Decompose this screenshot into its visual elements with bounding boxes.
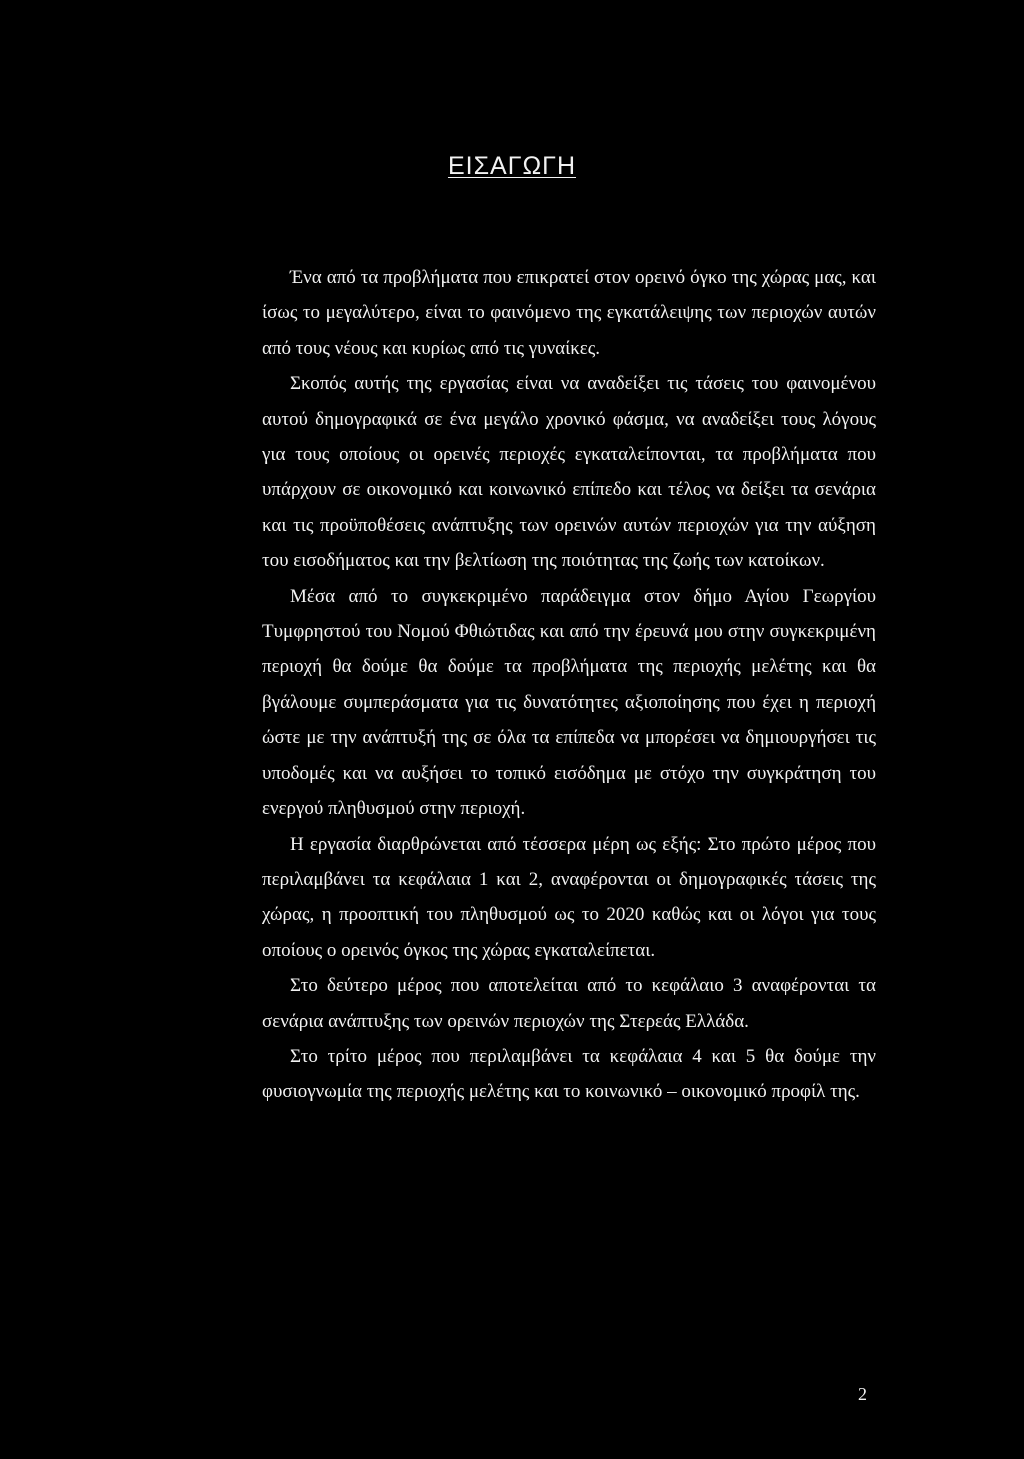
paragraph-structure-part-3: Στο τρίτο μέρος που περιλαμβάνει τα κεφάλαια 4 και 5 θα δούμε την φυσιογνωμία της περιοχής μελέτης και το κοινωνικό – οικονομικό προφίλ της. [262,1045,876,1103]
paragraph-structure-part-1: Η εργασία διαρθρώνεται από τέσσερα μέρη ως εξής: Στο πρώτο μέρος που περιλαμβάνει τα κεφάλαια 1 και 2, αναφέρονται οι δημογραφικές τάσεις της χώρας, η προοπτική του πληθυσμού ως το 2020 καθώς και οι λόγοι για τους οποίους ο ορεινός όγκος της χώρας εγκαταλείπεται. [262,833,876,961]
paragraph-case-study: Μέσα από το συγκεκριμένο παράδειγμα στον δήμο Αγίου Γεωργίου Τυμφρηστού του Νομού Φθιώτιδας και από την έρευνά μου στην συγκεκριμένη περιοχή θα δούμε θα δούμε τα προβλήματα της περιοχής μελέτης και θα βγάλουμε συμπεράσματα για τις δυνατότητες αξιοποίησης που έχει η περιοχή ώστε με την ανάπτυξή της σε όλα τα επίπεδα να μπορέσει να δημιουργήσει τις υποδομές και να αυξήσει το τοπικό εισόδημα με στόχο την συγκράτηση του ενεργού πληθυσμού στην περιοχή. [262,585,876,820]
paragraph-structure-part-2: Στο δεύτερο μέρος που αποτελείται από το κεφάλαιο 3 αναφέρονται τα σενάρια ανάπτυξης των ορεινών περιοχών της Στερεάς Ελλάδα. [262,975,876,1032]
paragraph-purpose: Σκοπός αυτής της εργασίας είναι να αναδείξει τις τάσεις του φαινομένου αυτού δημογραφικά σε ένα μεγάλο χρονικό φάσμα, να αναδείξει τους λόγους για τους οποίους οι ορεινές περιοχές εγκαταλείπονται, τα προβλήματα που υπάρχουν σε οικονομικό και κοινωνικό επίπεδο και τέλος να δείξει τα σενάρια και τις προϋποθέσεις ανάπτυξης των ορεινών αυτών περιοχών για την αύξηση του εισοδήματος και την βελτίωση της ποιότητας της ζωής των κατοίκων. [262,373,876,572]
page-number: 2 [858,1384,867,1404]
page-title: ΕΙΣΑΓΩΓΗ [447,152,577,180]
document-body [262,260,876,1110]
paragraph-intro: Ένα από τα προβλήματα που επικρατεί στον ορεινό όγκο της χώρας μας, και ίσως το μεγαλύτερο, είναι το φαινόμενο της εγκατάλειψης των περιοχών αυτών από τους νέους και κυρίως από τις γυναίκες. [262,267,876,359]
